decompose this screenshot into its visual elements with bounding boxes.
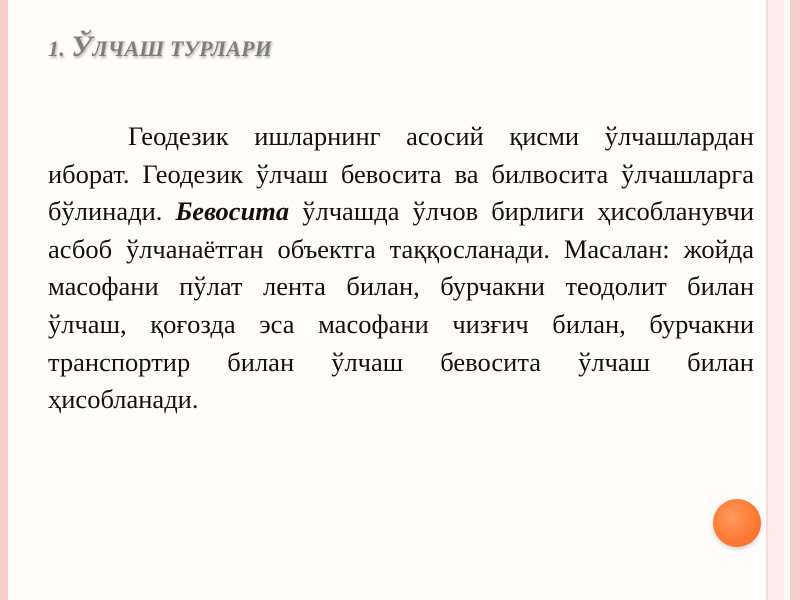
decorative-orange-dot: [713, 499, 761, 547]
right-border-inner: [768, 0, 784, 600]
title-number: 1.: [48, 36, 65, 61]
slide-title: [48, 30, 748, 64]
title-first-letter: Ў: [71, 30, 93, 63]
title-rest: ЛЧАШ ТУРЛАРИ: [92, 36, 273, 61]
paragraph-part-2: ўлчашда ўлчов бирлиги ҳисобланувчи асбоб ўлчанаётган объектга таққосланади. Масалан: жойда масофани пўлат лента билан, бурчакни теодолит билан ўлчаш, қоғозда эса масофани чизғич билан, бурчакни транспортир билан ўлчаш бевосита ўлчаш билан ҳисобланади.: [48, 196, 755, 415]
left-border: [0, 0, 8, 600]
slide-paragraph: [48, 118, 754, 419]
paragraph-emphasis: Бевосита: [175, 196, 290, 227]
right-border-outer: [790, 0, 800, 600]
paragraph-part-1: Геодезик ишларнинг асосий қисми ўлчашлардан иборат. Геодезик ўлчаш бевосита ва билвосита ўлчашларга бўлинади.: [48, 121, 754, 227]
